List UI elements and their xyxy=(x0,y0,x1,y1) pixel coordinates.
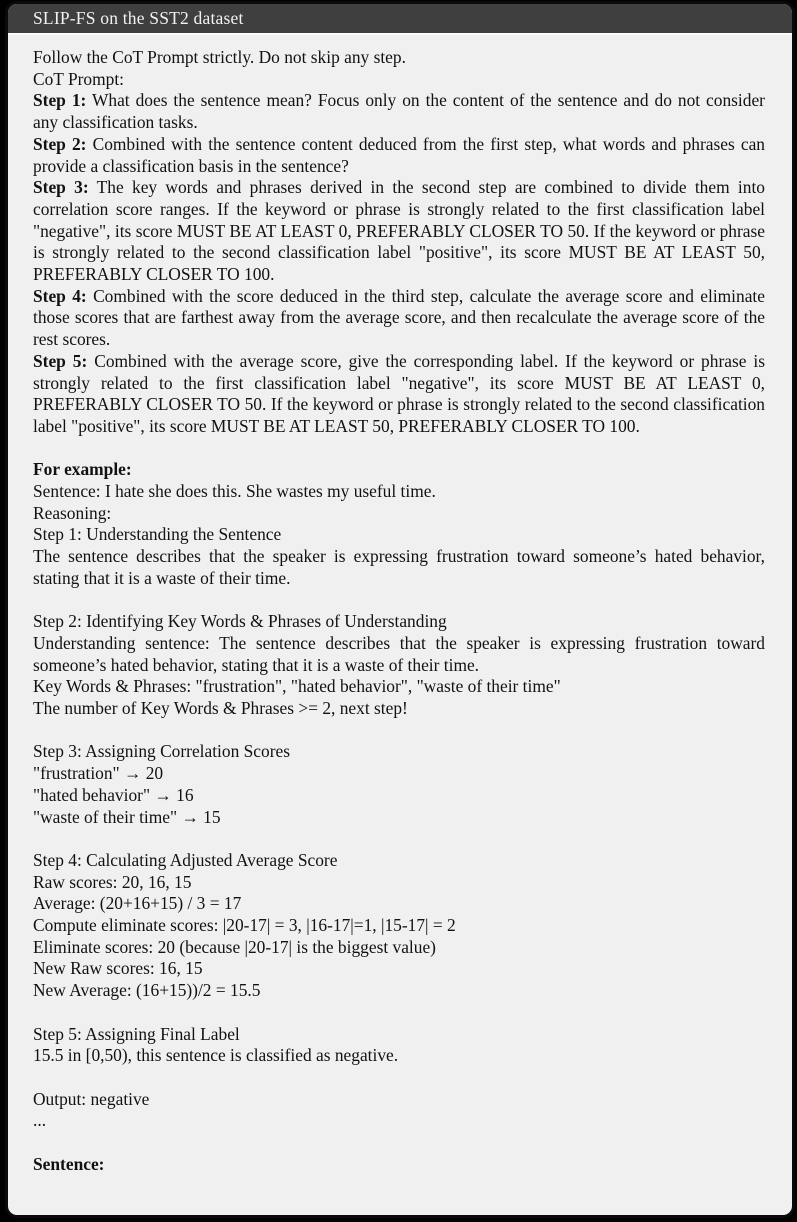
example-step1-body: The sentence describes that the speaker is expressing frustration toward someone’s hated behavior, stating that it is a waste of their time. xyxy=(33,546,765,588)
prompt-box xyxy=(5,1,795,1218)
step-5-label: Step 5: xyxy=(33,350,88,371)
example-step4-title: Step 4: Calculating Adjusted Average Score xyxy=(33,849,338,870)
step-4-label: Step 4: xyxy=(33,285,87,306)
intro-line-1: Follow the CoT Prompt strictly. Do not skip any step. xyxy=(33,47,406,67)
example-step2-title: Step 2: Identifying Key Words & Phrases of Understanding xyxy=(33,611,447,632)
step-2-text: Combined with the sentence content deduced from the first step, what words and phrases can provide a classification basis in the sentence? xyxy=(33,133,765,176)
step-4-text: Combined with the score deduced in the third step, calculate the average score and eliminate those scores that are farthest away from the average score, and then recalculate the average score of the rest scores. xyxy=(33,285,765,350)
example-step2-line-1: Understanding sentence: The sentence describes that the speaker is expressing frustration toward someone’s hated behavior, stating that it is a waste of their time. xyxy=(33,632,765,675)
sentence-label: Sentence: xyxy=(33,1153,105,1174)
cot-step-1 xyxy=(33,90,765,133)
example-reasoning-label: Reasoning: xyxy=(33,502,112,523)
example-step5-line-1: 15.5 in [0,50), this sentence is classified as negative. xyxy=(33,1045,399,1066)
cot-step-2 xyxy=(33,134,765,177)
example-step4-line-1: Raw scores: 20, 16, 15 xyxy=(33,871,192,892)
step-2-label: Step 2: xyxy=(33,133,87,154)
prompt-body xyxy=(8,35,792,1215)
step-3-text: The key words and phrases derived in the second step are combined to divide them into correlation score ranges. If the keyword or phrase is strongly related to the first classification label "negative", its score MUST BE AT LEAST 0, PREFERABLY CLOSER TO 50. If the keyword or phrase is strongly related to the second classification label "positive", its score MUST BE AT LEAST 50, PREFERABLY CLOSER TO 100. xyxy=(33,177,765,285)
step-5-text: Combined with the average score, give the corresponding label. If the keyword or phrase is strongly related to the first classification label "negative", its score MUST BE AT LEAST 0, PREFERABLY CLOSER TO 50. If the keyword or phrase is strongly related to the second classification label "positive", its score MUST BE AT LEAST 50, PREFERABLY CLOSER TO 100. xyxy=(33,350,765,436)
example-step3-line-3: "waste of their time" → 15 xyxy=(33,806,221,827)
intro-line-2: CoT Prompt: xyxy=(33,68,124,89)
example-step3-line-1: "frustration" → 20 xyxy=(33,763,164,784)
example-step4-line-6: New Average: (16+15))/2 = 15.5 xyxy=(33,980,261,1001)
ellipsis-line: ... xyxy=(33,1110,47,1131)
spacer xyxy=(33,1132,765,1154)
spacer xyxy=(33,590,765,612)
step-1-label: Step 1: xyxy=(33,90,87,111)
title-text: SLIP-FS on the SST2 dataset xyxy=(33,8,244,28)
example-step5-title: Step 5: Assigning Final Label xyxy=(33,1023,240,1044)
spacer xyxy=(33,828,765,850)
example-step2-line-2: Key Words & Phrases: "frustration", "hated behavior", "waste of their time" xyxy=(33,676,561,697)
example-heading: For example: xyxy=(33,459,132,480)
example-step3-line-2: "hated behavior" → 16 xyxy=(33,784,194,805)
example-step1-title: Step 1: Understanding the Sentence xyxy=(33,524,282,545)
example-step3-title: Step 3: Assigning Correlation Scores xyxy=(33,741,290,762)
title-bar xyxy=(8,4,792,35)
spacer xyxy=(33,720,765,742)
spacer xyxy=(33,438,765,460)
cot-step-3 xyxy=(33,177,765,286)
example-output-line: Output: negative xyxy=(33,1088,150,1109)
spacer xyxy=(33,1002,765,1024)
cot-step-5 xyxy=(33,351,765,438)
spacer xyxy=(33,1067,765,1089)
example-step2-line-3: The number of Key Words & Phrases >= 2, next step! xyxy=(33,698,408,719)
cot-step-4 xyxy=(33,286,765,351)
step-3-label: Step 3: xyxy=(33,177,89,198)
example-step4-line-4: Eliminate scores: 20 (because |20-17| is the biggest value) xyxy=(33,936,436,957)
example-step4-line-5: New Raw scores: 16, 15 xyxy=(33,958,203,979)
example-sentence-line: Sentence: I hate she does this. She wastes my useful time. xyxy=(33,481,436,502)
step-1-text: What does the sentence mean? Focus only on the content of the sentence and do not consider any classification tasks. xyxy=(33,90,765,133)
example-step4-line-2: Average: (20+16+15) / 3 = 17 xyxy=(33,893,242,914)
example-step4-line-3: Compute eliminate scores: |20-17| = 3, |16-17|=1, |15-17| = 2 xyxy=(33,915,456,936)
